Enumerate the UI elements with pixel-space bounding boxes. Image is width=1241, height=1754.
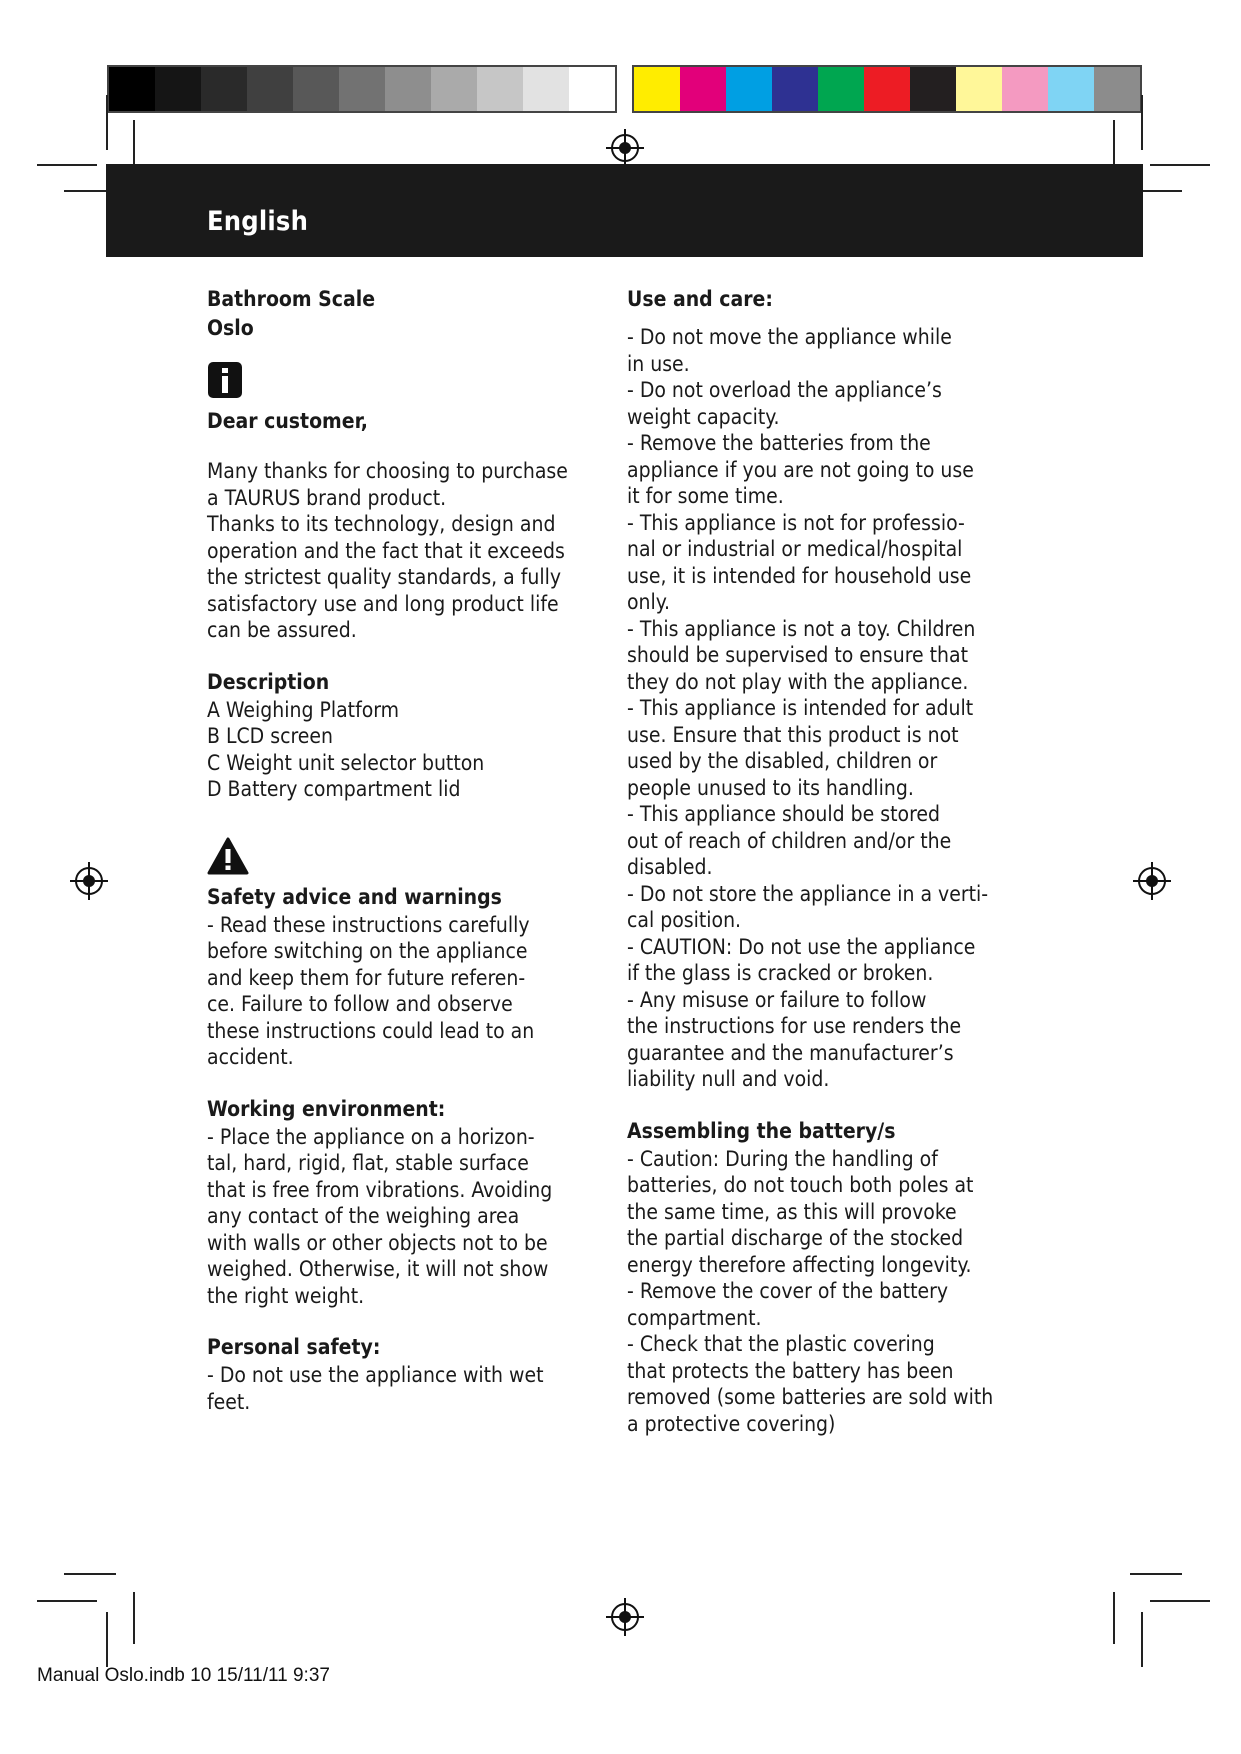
product-model: Oslo [207, 316, 254, 340]
description-heading: Description [207, 669, 330, 694]
text-line: - Read these instructions carefully [207, 912, 530, 937]
text-line: it for some time. [627, 484, 784, 508]
color-swatch [431, 67, 477, 111]
intro-paragraph [207, 458, 602, 644]
color-swatch [247, 67, 293, 111]
text-line: operation and the fact that it exceeds [207, 538, 565, 563]
text-line: - Do not overload the appliance’s [627, 378, 942, 402]
text-line: out of reach of children and/or the [627, 828, 952, 853]
text-line: the instructions for use renders the [627, 1014, 962, 1038]
print-file-info: Manual Oslo.indb 10 15/11/11 9:37 [37, 1665, 330, 1686]
color-swatch [293, 67, 339, 111]
color-swatch [1094, 67, 1140, 111]
text-line: - Check that the plastic covering [627, 1332, 935, 1356]
text-line: - This appliance is not for professio- [627, 510, 965, 535]
text-line: - This appliance is not a toy. Children [627, 616, 976, 641]
color-swatch [726, 67, 772, 111]
text-line: - Do not move the appliance while [627, 325, 952, 349]
text-line: - CAUTION: Do not use the appliance [627, 934, 976, 959]
text-line: cal position. [627, 908, 742, 932]
text-line: that protects the battery has been [627, 1358, 954, 1383]
text-line: - This appliance is intended for adult [627, 696, 974, 720]
text-line: with walls or other objects not to be [207, 1230, 548, 1255]
color-swatch [201, 67, 247, 111]
personal-safety-heading: Personal safety: [207, 1335, 381, 1359]
color-swatch [956, 67, 1002, 111]
registration-mark-icon [606, 129, 644, 167]
text-line: removed (some batteries are sold with [627, 1385, 994, 1409]
text-line: - Remove the cover of the battery [627, 1279, 949, 1303]
color-swatch [569, 67, 615, 111]
personal-safety-paragraph [207, 1362, 602, 1415]
text-line: C Weight unit selector button [207, 750, 485, 775]
text-line: and keep them for future referen- [207, 965, 526, 990]
text-line: - Caution: During the handling of [627, 1146, 938, 1171]
text-line: that is free from vibrations. Avoiding [207, 1177, 553, 1202]
text-line: nal or industrial or medical/hospital [627, 537, 963, 561]
color-swatch [634, 67, 680, 111]
text-line: any contact of the weighing area [207, 1204, 520, 1228]
text-line: weight capacity. [627, 404, 780, 429]
text-line: - Do not store the appliance in a verti- [627, 881, 989, 906]
color-swatch [385, 67, 431, 111]
text-line: - This appliance should be stored [627, 802, 941, 826]
text-line: use, it is intended for household use [627, 563, 972, 588]
text-line: used by the disabled, children or [627, 749, 938, 773]
working-environment-paragraph [207, 1124, 602, 1310]
color-swatch [155, 67, 201, 111]
product-title: Bathroom Scale [207, 287, 376, 311]
text-line: before switching on the appliance [207, 939, 528, 963]
info-icon [207, 361, 243, 399]
text-line: in use. [627, 351, 690, 376]
text-line: A Weighing Platform [207, 697, 400, 722]
text-line: the right weight. [207, 1283, 365, 1308]
text-line: liability null and void. [627, 1067, 830, 1091]
text-line: ce. Failure to follow and observe [207, 992, 513, 1016]
color-swatch [477, 67, 523, 111]
color-swatch [523, 67, 569, 111]
text-line: D Battery compartment lid [207, 777, 461, 801]
text-line: a protective covering) [627, 1411, 836, 1436]
registration-mark-icon [1133, 862, 1171, 900]
warning-icon [207, 837, 249, 875]
text-line: the strictest quality standards, a fully [207, 565, 562, 589]
text-line: people unused to its handling. [627, 775, 914, 800]
text-line: a TAURUS brand product. [207, 485, 447, 510]
safety-heading: Safety advice and warnings [207, 884, 502, 909]
text-line: if the glass is cracked or broken. [627, 961, 934, 985]
battery-paragraph [627, 1146, 1022, 1438]
text-line: batteries, do not touch both poles at [627, 1173, 974, 1197]
color-swatch [680, 67, 726, 111]
text-line: appliance if you are not going to use [627, 457, 974, 482]
text-line: they do not play with the appliance. [627, 669, 969, 694]
text-line: can be assured. [207, 618, 357, 642]
greeting: Dear customer, [207, 409, 368, 433]
language-header-band [106, 164, 1143, 257]
left-column [207, 285, 602, 1415]
text-line: Thanks to its technology, design and [207, 512, 556, 536]
text-line: the partial discharge of the stocked [627, 1226, 964, 1250]
text-line: satisfactory use and long product life [207, 591, 559, 616]
text-line: accident. [207, 1045, 294, 1069]
use-and-care-paragraph [627, 324, 1022, 1093]
text-line: feet. [207, 1389, 251, 1414]
text-line: - Place the appliance on a horizon- [207, 1124, 535, 1149]
description-list [207, 697, 602, 803]
process-color-bar [632, 65, 1142, 113]
text-line: tal, hard, rigid, flat, stable surface [207, 1151, 529, 1175]
color-swatch [1002, 67, 1048, 111]
color-swatch [864, 67, 910, 111]
color-swatch [910, 67, 956, 111]
text-line: use. Ensure that this product is not [627, 722, 959, 747]
registration-mark-icon [606, 1598, 644, 1636]
registration-mark-icon [70, 862, 108, 900]
text-line: should be supervised to ensure that [627, 643, 968, 667]
text-line: the same time, as this will provoke [627, 1199, 957, 1224]
battery-heading: Assembling the battery/s [627, 1118, 896, 1143]
working-environment-heading: Working environment: [207, 1096, 446, 1121]
color-swatch [772, 67, 818, 111]
grayscale-color-bar [107, 65, 617, 113]
text-line: - Remove the batteries from the [627, 431, 931, 455]
text-line: B LCD screen [207, 724, 333, 748]
text-line: weighed. Otherwise, it will not show [207, 1257, 549, 1281]
text-line: guarantee and the manufacturer’s [627, 1040, 954, 1065]
color-swatch [1048, 67, 1094, 111]
use-and-care-heading: Use and care: [627, 287, 773, 311]
text-line: these instructions could lead to an [207, 1018, 535, 1043]
text-line: - Any misuse or failure to follow [627, 987, 927, 1012]
right-column [627, 285, 1022, 1437]
text-line: compartment. [627, 1305, 762, 1330]
text-line: energy therefore affecting longevity. [627, 1252, 972, 1277]
color-swatch [339, 67, 385, 111]
color-swatch [818, 67, 864, 111]
text-line: disabled. [627, 855, 713, 879]
color-swatch [109, 67, 155, 111]
safety-paragraph [207, 912, 602, 1071]
text-line: Many thanks for choosing to purchase [207, 459, 568, 483]
text-line: - Do not use the appliance with wet [207, 1363, 544, 1387]
language-title: English [207, 206, 309, 237]
text-line: only. [627, 590, 670, 614]
